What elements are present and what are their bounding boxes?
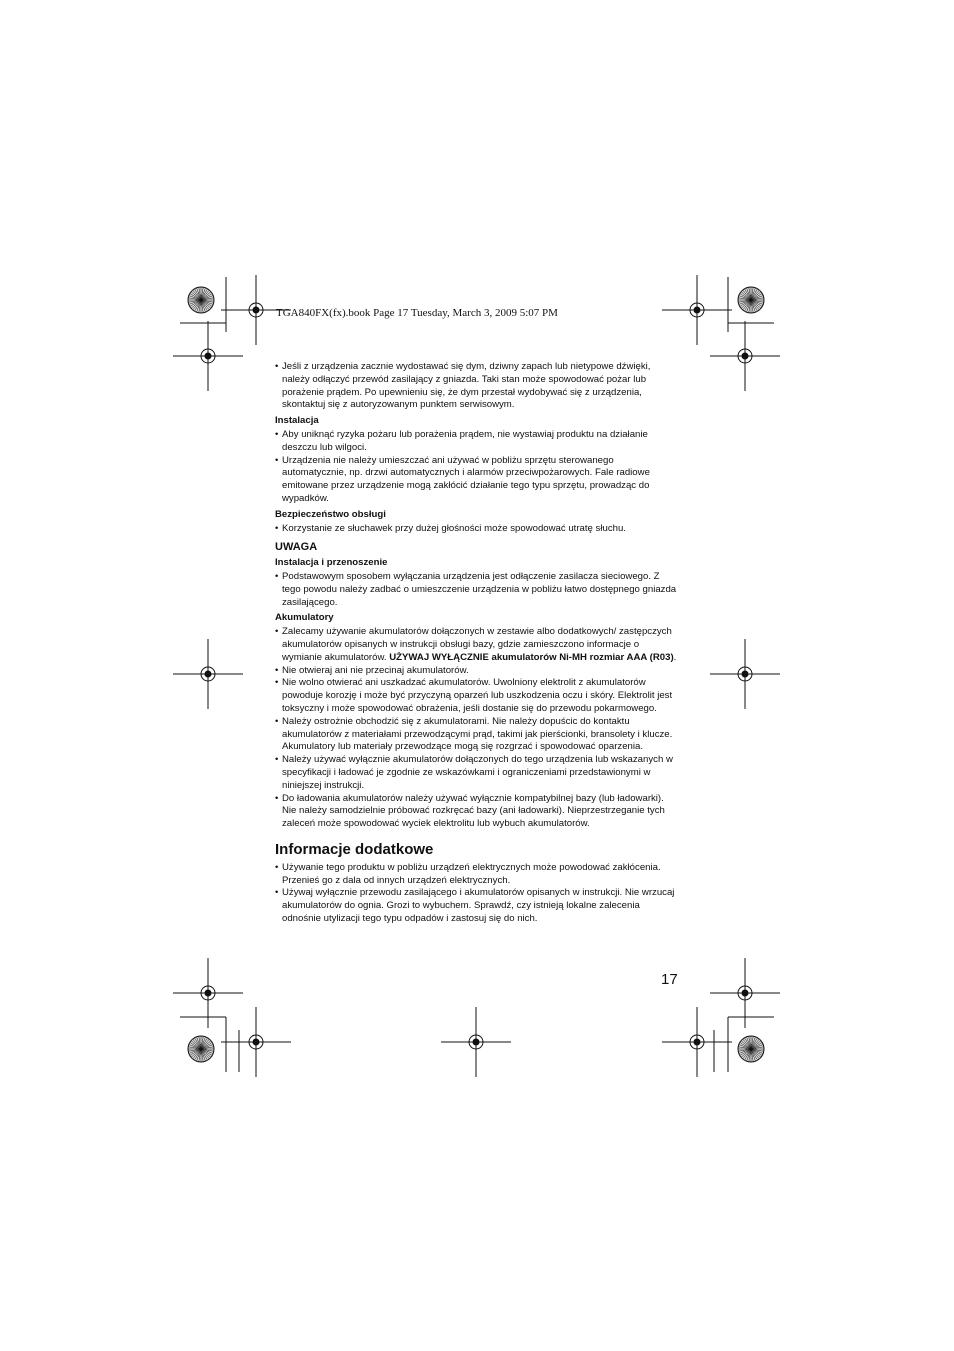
bullet-text: Jeśli z urządzenia zacznie wydostawać się dym, dziwny zapach lub nietypowe dźwięki, należy odłączyć przewód zasilający z gniazda. Taki stan może spowodować pożar lub porażenie prądem. Po upewnieniu się, że dym przestał wydobywać się z urządzenia, skontaktuj się z autoryzowanym punktem serwisowym. — [282, 361, 651, 411]
bullet-item — [275, 571, 680, 609]
bullet-text: Używaj wyłącznie przewodu zasilającego i akumulatorów opisanych w instrukcji. Nie wrzucaj akumulatorów do ognia. Grozi to wybuchem. Sprawdź, czy istnieją lokalne zalecenia odnośnie utylizacji tego typu odpadów i zastosuj się do nich. — [282, 887, 675, 925]
bullet-text: Podstawowym sposobem wyłączania urządzenia jest odłączenie zasilacza sieciowego. Z tego powodu należy zadbać o umieszczenie urządzenia w pobliżu łatwo dostępnego gniazda zasilającego. — [282, 570, 677, 608]
caution-heading: UWAGA — [275, 541, 318, 554]
page-content — [275, 361, 680, 926]
bullet-text: Urządzenia nie należy umieszczać ani używać w pobliżu sprzętu sterowanego automatycznie, np. drzwi automatycznych i alarmów przeciwpożarowych. Fale radiowe emitowane przez urządzenie mogą zakłócić działanie tego typu sprzętu, prowadząc do wypadków. — [282, 454, 650, 504]
bullet-text: Należy używać wyłącznie akumulatorów dołączonych do tego urządzenia lub wskazanych w specyfikacji i ładować je zgodnie ze wskazówkami i ograniczeniami przedstawionymi w niniejszej instrukcji. — [282, 754, 673, 791]
subheading: Bezpieczeństwo obsługi — [275, 508, 386, 520]
bullet-item — [275, 793, 680, 831]
bullet-text: Do ładowania akumulatorów należy używać wyłącznie kompatybilnej bazy (lub ładowarki). Nie należy samodzielnie próbować rozkręcać bazy (ani ładowarki). Nieprzestrzeganie tych zaleceń może spowodować wyciek elektrolitu lub wybuch akumulatorów. — [282, 792, 665, 830]
registration-dot — [205, 990, 211, 996]
subheading: Instalacja — [275, 415, 319, 427]
registration-dot — [473, 1039, 479, 1045]
bullet-item — [275, 716, 680, 754]
page-number: 17 — [661, 971, 678, 988]
registration-dot — [742, 671, 748, 677]
section-heading: Informacje dodatkowe — [275, 840, 434, 858]
registration-dot — [742, 990, 748, 996]
bullet-item — [275, 887, 680, 925]
bullet-text: Nie wolno otwierać ani uszkadzać akumulatorów. Uwolniony elektrolit z akumulatorów powoduje korozję i może być przyczyną oparzeń lub uszkodzenia oczu i skóry. Elektrolit jest toksyczny i może spowodować obrażenia, jeśli dostanie się do przewodu pokarmowego. — [282, 677, 673, 714]
subheading: Akumulatory — [275, 612, 334, 624]
bullet-item — [275, 754, 680, 792]
bullet-item — [275, 677, 680, 715]
bullet-bold-text: UŻYWAJ WYŁĄCZNIE akumulatorów Ni-MH rozmiar AAA (R03) — [389, 651, 674, 663]
registration-dot — [205, 353, 211, 359]
registration-dot — [253, 307, 259, 313]
registration-dot — [742, 353, 748, 359]
bullet-text: Zalecamy używanie akumulatorów dołączonych w zestawie albo dodatkowych/ zastępczych akumulatorów opisanych w instrukcji obsługi bazy, gdzie zamieszczono informacje o wymianie akumulatorów. — [282, 626, 672, 663]
bullet-text: Nie otwieraj ani nie przecinaj akumulatorów. — [282, 664, 469, 676]
registration-dot — [205, 671, 211, 677]
registration-dot — [253, 1039, 259, 1045]
bullet-text: Aby uniknąć ryzyka pożaru lub porażenia prądem, nie wystawiaj produktu na działanie deszczu lub wilgoci. — [282, 428, 648, 453]
bullet-tail-text: . — [673, 651, 677, 663]
bullet-item — [275, 665, 680, 678]
bullet-item — [275, 626, 680, 664]
registration-dot — [694, 307, 700, 313]
bullet-item — [275, 455, 680, 506]
book-header: TGA840FX(fx).book Page 17 Tuesday, March 3, 2009 5:07 PM — [276, 307, 558, 319]
bullet-item — [275, 523, 680, 536]
subheading: Instalacja i przenoszenie — [275, 557, 388, 569]
bullet-text: Korzystanie ze słuchawek przy dużej głośności może spowodować utratę słuchu. — [282, 522, 626, 534]
bullet-text: Używanie tego produktu w pobliżu urządzeń elektrycznych może powodować zakłócenia. Przenieś go z dala od innych urządzeń elektrycznych. — [282, 861, 661, 886]
registration-dot — [694, 1039, 700, 1045]
bullet-item — [275, 429, 680, 455]
bullet-item — [275, 862, 680, 888]
bullet-item — [275, 361, 680, 412]
bullet-text: Należy ostrożnie obchodzić się z akumulatorami. Nie należy dopuścic do kontaktu akumulatorów z materiałami przewodzącymi prąd, takimi jak pierścionki, bransolety i klucze. Akumulatory lub materiały przewodzące mogą się rozgrzać i spowodować oparzenia. — [282, 715, 673, 753]
